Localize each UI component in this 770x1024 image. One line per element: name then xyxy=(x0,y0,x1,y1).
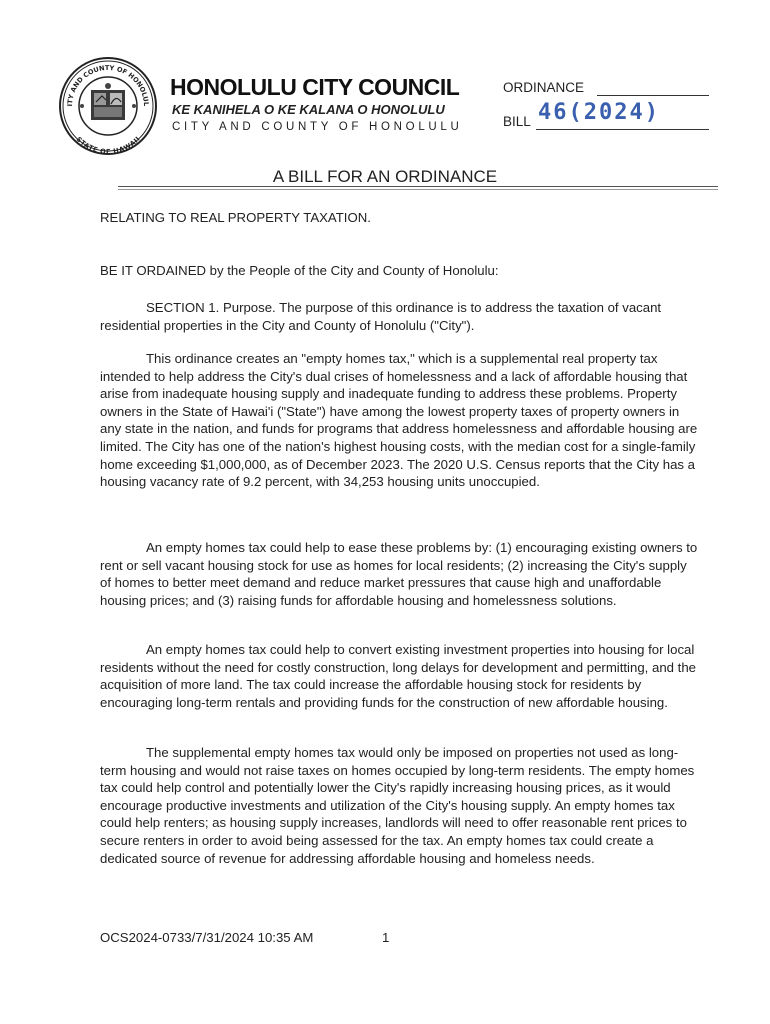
council-hawaiian-name: KE KANIHELA O KE KALANA O HONOLULU xyxy=(172,102,445,117)
council-title: HONOLULU CITY COUNCIL xyxy=(170,74,460,100)
bill-number-line xyxy=(536,129,709,130)
section-1-purpose: SECTION 1. Purpose. The purpose of this ordinance is to address the taxation of vacant residential properties in the City and County of Honolulu ("City"). xyxy=(100,300,662,333)
paragraph-ease-problems: An empty homes tax could help to ease these problems by: (1) encouraging existing owners to rent or sell vacant housing stock for use as homes for local residents; (2) increasing the City's supply of homes to better meet demand and reduce market pressures that cause high and unaffordable housing prices; and (3) raising funds for affordable housing and homelessness solutions. xyxy=(100,540,698,608)
city-seal-icon xyxy=(58,56,158,156)
enacting-clause: BE IT ORDAINED by the People of the City and County of Honolulu: xyxy=(100,263,499,278)
ordinance-label: ORDINANCE xyxy=(503,80,585,95)
document-code: OCS2024-0733/7/31/2024 10:35 AM xyxy=(100,930,314,945)
page-number: 1 xyxy=(382,930,390,945)
bill-label: BILL xyxy=(503,114,531,129)
bill-number-stamp: 46(2024) xyxy=(538,100,660,125)
ordinance-number-line xyxy=(597,95,709,96)
seal-text-top: ITY AND COUNTY OF HONOLUL xyxy=(65,63,151,107)
paragraph-empty-homes-tax: This ordinance creates an "empty homes tax," which is a supplemental real property tax intended to help address the City's dual crises of homelessness and a lack of affordable housing that arise from inadequate housing supply and inadequate funding to address these problems. Property owners in the State of Hawai'i ("State") have among the lowest property taxes of property owners in any state in the nation, and funds for programs that address homelessness and affordable housing are limited. The City has one of the nation's highest housing costs, with the median cost for a single-family home exceeding $1,000,000, as of December 2023. The 2020 U.S. Census reports that the City has a housing vacancy rate of 9.2 percent, with 34,253 housing units unoccupied. xyxy=(100,351,698,490)
paragraph-supplemental-tax: The supplemental empty homes tax would only be imposed on properties not used as long-term housing and would not raise taxes on homes occupied by long-term residents. The empty homes tax could help control and potentially lower the City's rapidly increasing housing prices, as it would encourage productive investments and utilization of the City's housing supply. An empty homes tax could help renters; as housing supply increases, landlords will need to offer reasonable rent prices to secure renters in order to avoid being assessed for the tax. An empty homes tax could create a dedicated source of revenue for addressing affordable housing and homeless needs. xyxy=(100,745,695,866)
bill-heading: A BILL FOR AN ORDINANCE xyxy=(272,167,498,186)
relating-clause: RELATING TO REAL PROPERTY TAXATION. xyxy=(100,210,371,225)
seal-text-bottom: STATE OF HAWAII xyxy=(74,135,142,156)
heading-rule-secondary xyxy=(118,189,718,190)
seal-graphic xyxy=(58,56,158,156)
council-city-name: CITY AND COUNTY OF HONOLULU xyxy=(172,121,463,133)
heading-rule xyxy=(118,186,718,187)
paragraph-convert-properties: An empty homes tax could help to convert existing investment properties into housing for local residents without the need for costly construction, long delays for development and permitting, and the acquisition of more land. The tax could increase the affordable housing stock for residents by encouraging long-term rentals and providing funds for the construction of new affordable housing. xyxy=(100,642,696,710)
